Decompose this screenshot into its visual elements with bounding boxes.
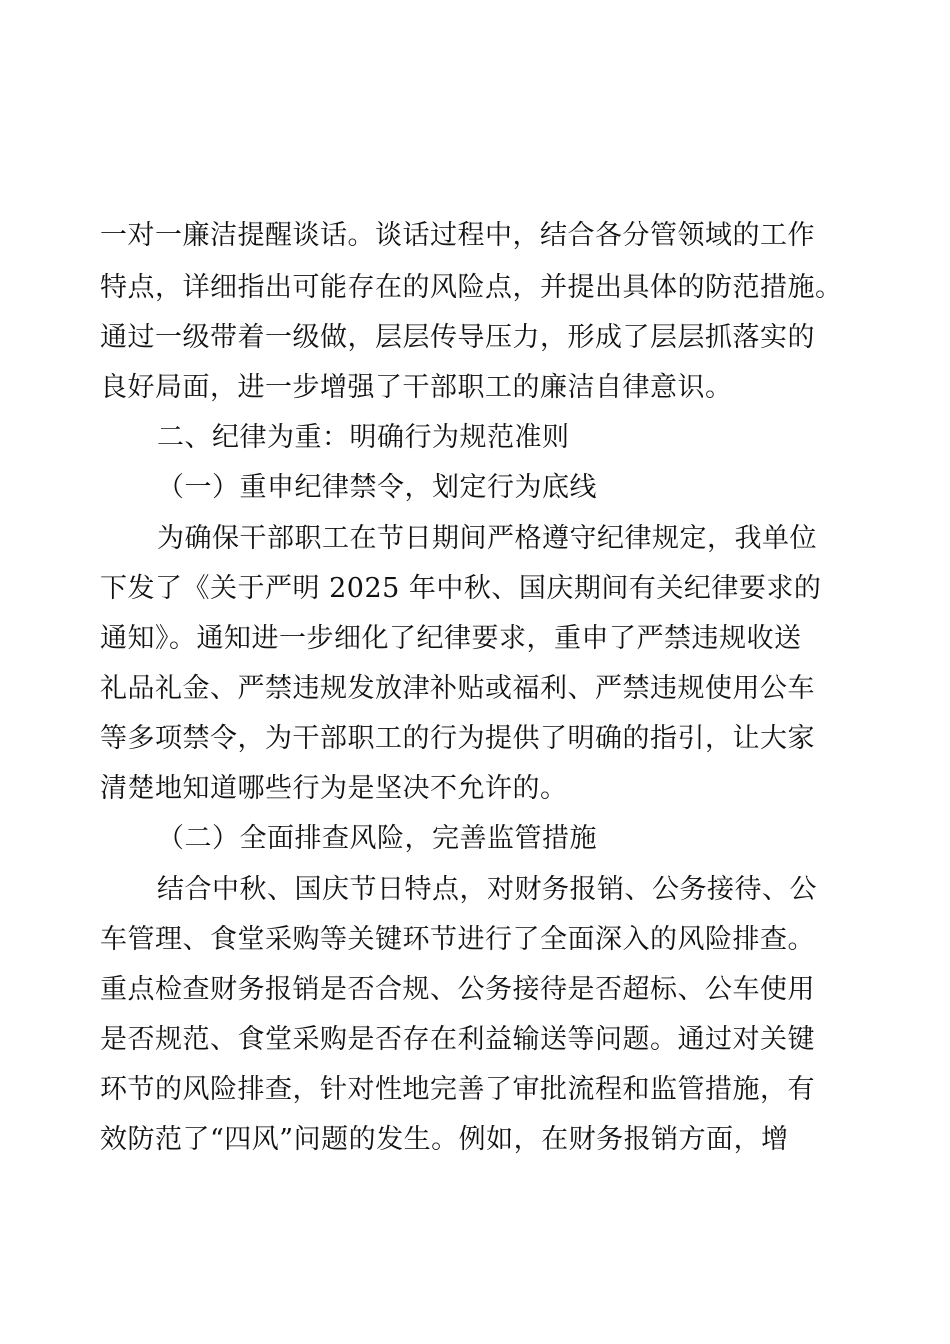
paragraph-line: 清楚地知道哪些行为是坚决不允许的。 <box>100 773 568 804</box>
section-heading: 二、纪律为重：明确行为规范准则 <box>157 422 570 453</box>
paragraph-line: 一对一廉洁提醒谈话。谈话过程中，结合各分管领域的工作 <box>100 220 815 251</box>
paragraph-line: 环节的风险排查，针对性地完善了审批流程和监管措施，有 <box>100 1074 815 1105</box>
paragraph-line: 等多项禁令，为干部职工的行为提供了明确的指引，让大家 <box>100 723 815 754</box>
paragraph-line: 通知》。通知进一步细化了纪律要求，重申了严禁违规收送 <box>100 623 802 654</box>
paragraph-line: 特点，详细指出可能存在的风险点，并提出具体的防范措施。 <box>100 272 843 303</box>
paragraph-line: 为确保干部职工在节日期间严格遵守纪律规定，我单位 <box>157 523 817 554</box>
paragraph-line: 结合中秋、国庆节日特点，对财务报销、公务接待、公 <box>157 874 817 905</box>
paragraph-line: 重点检查财务报销是否合规、公务接待是否超标、公车使用 <box>100 974 815 1005</box>
subsection-heading: （一）重申纪律禁令，划定行为底线 <box>157 472 597 503</box>
subsection-heading: （二）全面排查风险，完善监管措施 <box>157 823 597 854</box>
paragraph-line: 良好局面，进一步增强了干部职工的廉洁自律意识。 <box>100 372 733 403</box>
paragraph-line: 车管理、食堂采购等关键环节进行了全面深入的风险排查。 <box>100 924 815 955</box>
paragraph-line: 是否规范、食堂采购是否存在利益输送等问题。通过对关键 <box>100 1024 815 1055</box>
paragraph-line: 通过一级带着一级做，层层传导压力，形成了层层抓落实的 <box>100 322 815 353</box>
paragraph-line: 下发了《关于严明 2025 年中秋、国庆期间有关纪律要求的 <box>100 573 822 604</box>
paragraph-line: 礼品礼金、严禁违规发放津补贴或福利、严禁违规使用公车 <box>100 673 815 704</box>
paragraph-line: 效防范了“四风”问题的发生。例如，在财务报销方面，增 <box>100 1124 789 1155</box>
